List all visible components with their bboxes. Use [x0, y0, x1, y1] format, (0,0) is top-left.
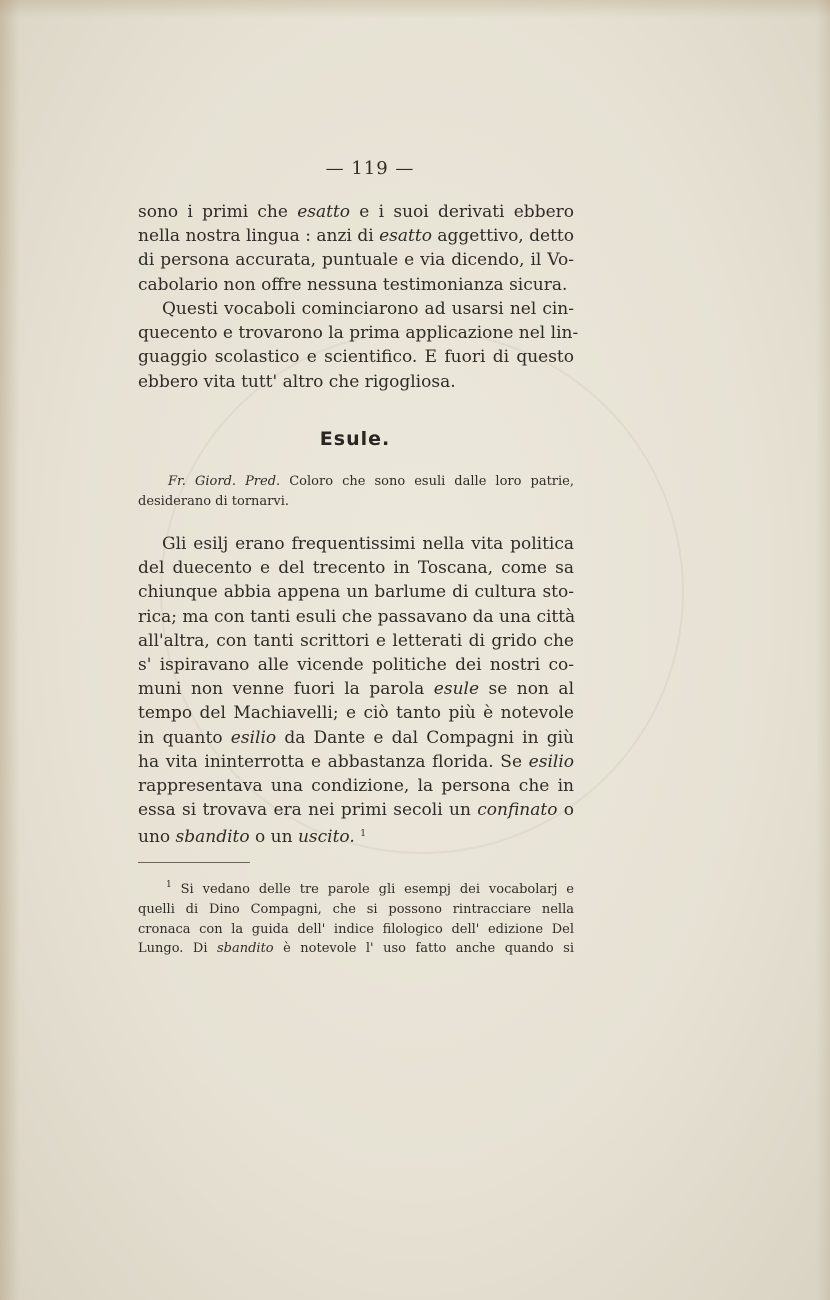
text-line: rica; ma con tanti esuli che passavano da una città	[138, 606, 576, 627]
footnote-line: quelli di Dino Compagni, che si possono rintracciare nella	[138, 901, 574, 917]
text-line: uno sbandito o un uscito. $^1$	[138, 827, 366, 848]
text-line: Questi vocaboli cominciarono ad usarsi nel cin-	[162, 299, 574, 319]
text-line: tempo del Machiavelli; e ciò tanto più è notevole	[138, 703, 574, 724]
text-line: sono i primi che esatto e i suoi derivati ebbero	[138, 202, 574, 222]
citation-source: Fr. Giord. Pred.	[168, 474, 281, 489]
text-line: rappresentava una condizione, la persona che in	[138, 776, 574, 797]
citation-quote	[138, 472, 574, 511]
paragraph-vocaboli	[138, 297, 579, 394]
footnote	[138, 876, 574, 959]
text-line: all'altra, con tanti scrittori e letterati di grido che	[138, 630, 574, 651]
citation-line: Fr. Giord. Pred. Coloro che sono esuli dalle loro patrie,	[168, 474, 574, 489]
text-line: di persona accurata, puntuale e via dicendo, il Vo-	[138, 250, 574, 271]
text-line: s' ispiravano alle vicende politiche dei nostri co-	[138, 655, 574, 676]
footnote-separator	[138, 862, 250, 863]
page-edge-shadow-top	[0, 0, 830, 18]
footnote-line: cronaca con la guida dell' indice filologico dell' edizione Del	[138, 921, 574, 937]
text-line: ebbero vita tutt' altro che rigogliosa.	[138, 371, 456, 392]
text-line: guaggio scolastico e scientifico. E fuori di questo	[138, 347, 574, 368]
text-line: essa si trovava era nei primi secoli un confinato o	[138, 800, 575, 821]
page-number: — 119 —	[325, 158, 415, 179]
text-line: nella nostra lingua : anzi di esatto aggettivo, detto	[138, 226, 575, 247]
text-line: del duecento e del trecento in Toscana, come sa	[138, 558, 574, 579]
text-line: chiunque abbia appena un barlume di cultura sto-	[138, 582, 574, 603]
text-line: ha vita ininterrotta e abbastanza florida. Se esilio	[138, 751, 574, 772]
text-line: in quanto esilio da Dante e dal Compagni in giù	[138, 727, 574, 748]
footnote-line: $^1$ Si vedano delle tre parole gli esempj dei vocabolarj e	[166, 880, 574, 897]
text-line: quecento e trovarono la prima applicazione nel lin-	[138, 323, 579, 344]
footnote-reference[interactable]: 1	[360, 829, 366, 840]
footnote-line: Lungo. Di sbandito è notevole l' uso fatto anche quando si	[138, 941, 574, 957]
section-heading-esule: Esule.	[319, 428, 391, 450]
page-edge-shadow-left	[0, 0, 20, 1300]
text-line: Gli esilj erano frequentissimi nella vita politica	[162, 534, 574, 554]
citation-line: desiderano di tornarvi.	[138, 493, 290, 509]
page-edge-shadow-right	[816, 0, 830, 1300]
text-line: cabolario non offre nessuna testimonianza sicura.	[138, 274, 568, 295]
footnote-mark: 1	[166, 880, 172, 890]
paragraph-esatto	[138, 200, 574, 297]
text-line: muni non venne fuori la parola esule se non al	[138, 679, 575, 700]
paragraph-esilj	[138, 532, 574, 850]
